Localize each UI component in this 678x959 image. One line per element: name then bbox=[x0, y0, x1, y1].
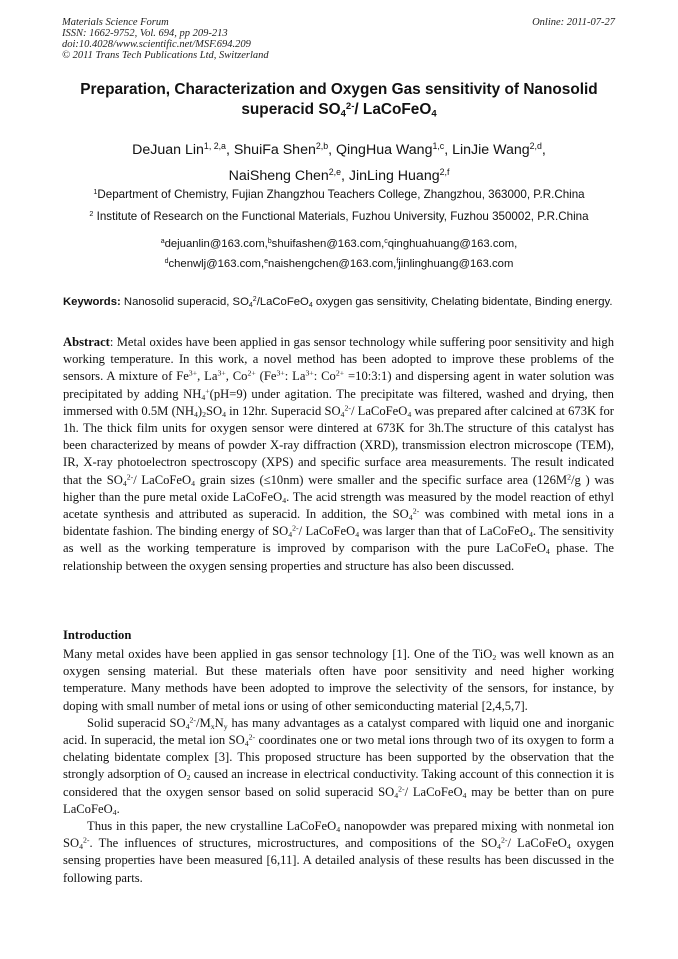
keywords: Keywords: Nanosolid superacid, $SO_4^2/LaCoFeO_4$ oxygen gas sensitivity, Chelating bidentate, Binding energy. bbox=[63, 296, 613, 309]
title-line-1: Preparation, Characterization and Oxygen Gas sensitivity of Nanosolid bbox=[80, 81, 598, 98]
abstract-label: Abstract bbox=[63, 335, 110, 349]
introduction-heading: Introduction bbox=[63, 628, 132, 642]
intro-paragraph-3: Thus in this paper, the new crystalline LaCoFeO$_4$ nanopowder was prepared mixing with nonmetal ion $SO_4^{2-}$. The influences of structures, microstructures, and compositions of the $SO_4^{2-}/$ LaCoFeO$_4$ oxygen sensing properties have been measured [6,11]. A detailed analysis of these results has been discussed in the following parts. bbox=[63, 819, 614, 885]
author-line-2: NaiSheng Chen$^{2,e}$, JinLing Huang$^{2,f}$ bbox=[228, 167, 450, 184]
keywords-label: Keywords: bbox=[63, 296, 121, 308]
copyright-line: © 2011 Trans Tech Publications Ltd, Switzerland bbox=[62, 50, 269, 61]
author-line-1: DeJuan Lin$^{1, 2,a}$, ShuiFa Shen$^{2,b}$, QingHua Wang$^{1,c}$, LinJie Wang$^{2,d}$, bbox=[132, 141, 546, 158]
paper-title bbox=[40, 80, 638, 120]
author-name: JinLing Huang bbox=[348, 168, 440, 184]
email-line-1: $^a$dejuanlin@163.com,$^b$shuifashen@163.com,$^c$qinghuahuang@163.com, bbox=[160, 238, 518, 250]
affiliation-1: $^1$Department of Chemistry, Fujian Zhangzhou Teachers College, Zhangzhou, 363000, P.R.China bbox=[93, 187, 585, 201]
intro-paragraph-1: Many metal oxides have been applied in gas sensor technology [1]. One of the TiO$_2$ was well known as an oxygen sensing material. But these materials often have poor sensitivity and need higher working temperature. Many methods have been adopted to improve the selectivity of the sensors, for instance, by doping with small number of metal ions or using of other semiconducting material [2,4,5,7]. bbox=[63, 647, 614, 713]
author-name: ShuiFa Shen bbox=[233, 142, 316, 158]
author-list bbox=[40, 137, 638, 189]
intro-paragraph-2: Solid superacid $SO_4^{2-}/M_xN_y$ has many advantages as a catalyst compared with liquid one and inorganic acid. In superacid, the metal ion $SO_4^{2-}$ coordinates one or two metal ions through two of its oxygen to form a chelating bidentate complex [3]. This proposed structure has been supported by the observation that the strongly adsorption of $O_2$ caused an increase in electrical conductivity. Taking account of this connection it is considered that the oxygen sensor based on solid superacid $SO_4^{2-}/$ LaCoFeO$_4$ may be better than on pure LaCoFeO$_4$. bbox=[63, 715, 615, 817]
journal-name: Materials Science Forum bbox=[62, 17, 169, 28]
author-name: DeJuan Lin bbox=[132, 142, 204, 158]
introduction-body bbox=[63, 646, 614, 887]
issn-line: ISSN: 1662-9752, Vol. 694, pp 209-213 bbox=[62, 28, 228, 39]
title-line-2: superacid $SO_4^{2-}/$ LaCoFeO$_4$ bbox=[241, 100, 437, 120]
abstract: Abstract: Metal oxides have been applied in gas sensor technology while suffering poor sensitivity and high working temperature. In this work, a novel method has been adopted to improve these problems of the sensors. A mixture of $Fe^{3+}$, $La^{3+}$, $Co^{2+}$ ($Fe^{3+}$: $La^{3+}$: $Co^{2+}$ =10:3:1) and dispersing agent in water solution was precipitated by adding $NH_4^+(pH=9)$ under agitation. The precipitate was filtered, washed and drying, then immersed with 0.5M $(NH_4)_2SO_4$ in 12hr. Superacid $SO_4^{2-}/$ LaCoFeO$_4$ was prepared after calcined at 673K for 1h. The thick film units for oxygen sensor were dintered at 673K for 3h.The structure of this catalyst has been characterized by means of powder X-ray diffraction (XRD), transmission electron microscope (TEM), IR, X-ray photoelectron spectroscopy (XPS) and specific surface area measurements. The result indicated that the $SO_4^{2-}/$ LaCoFeO$_4$ grain sizes (≤10nm) were smaller and the specific surface area ($126M^2/g$ ) was higher than the pure metal oxide LaCoFeO$_4$. The acid strength was measured by the model reaction of ethyl acetate synthesis and attributed as superacid. In addition, the $SO_4^{2-}$ was combined with metal ions in a bidentate fashion. The binding energy of $SO_4^{2-}/$ LaCoFeO$_4$ was larger than that of LaCoFeO$_4$. The sensitivity as well as the working temperature is improved by comparison with the pure LaCoFeO$_4$ phase. The relationship between the oxygen sensing properties and structure has also been discussed. bbox=[63, 335, 615, 573]
author-name: QingHua Wang bbox=[335, 142, 433, 158]
journal-header bbox=[62, 17, 269, 61]
author-name: NaiSheng Chen bbox=[228, 168, 329, 184]
doi-line: doi:10.4028/www.scientific.net/MSF.694.209 bbox=[62, 39, 251, 50]
email-line-2: $^d$chenwlj@163.com,$^e$naishengchen@163.com,$^f$jinlinghuang@163.com bbox=[164, 258, 514, 270]
author-name: LinJie Wang bbox=[452, 142, 530, 158]
online-date: Online: 2011-07-27 bbox=[532, 17, 615, 28]
affiliation-2: $^2$ Institute of Research on the Functional Materials, Fuzhou University, Fuzhou 350002, P.R.China bbox=[89, 209, 589, 223]
